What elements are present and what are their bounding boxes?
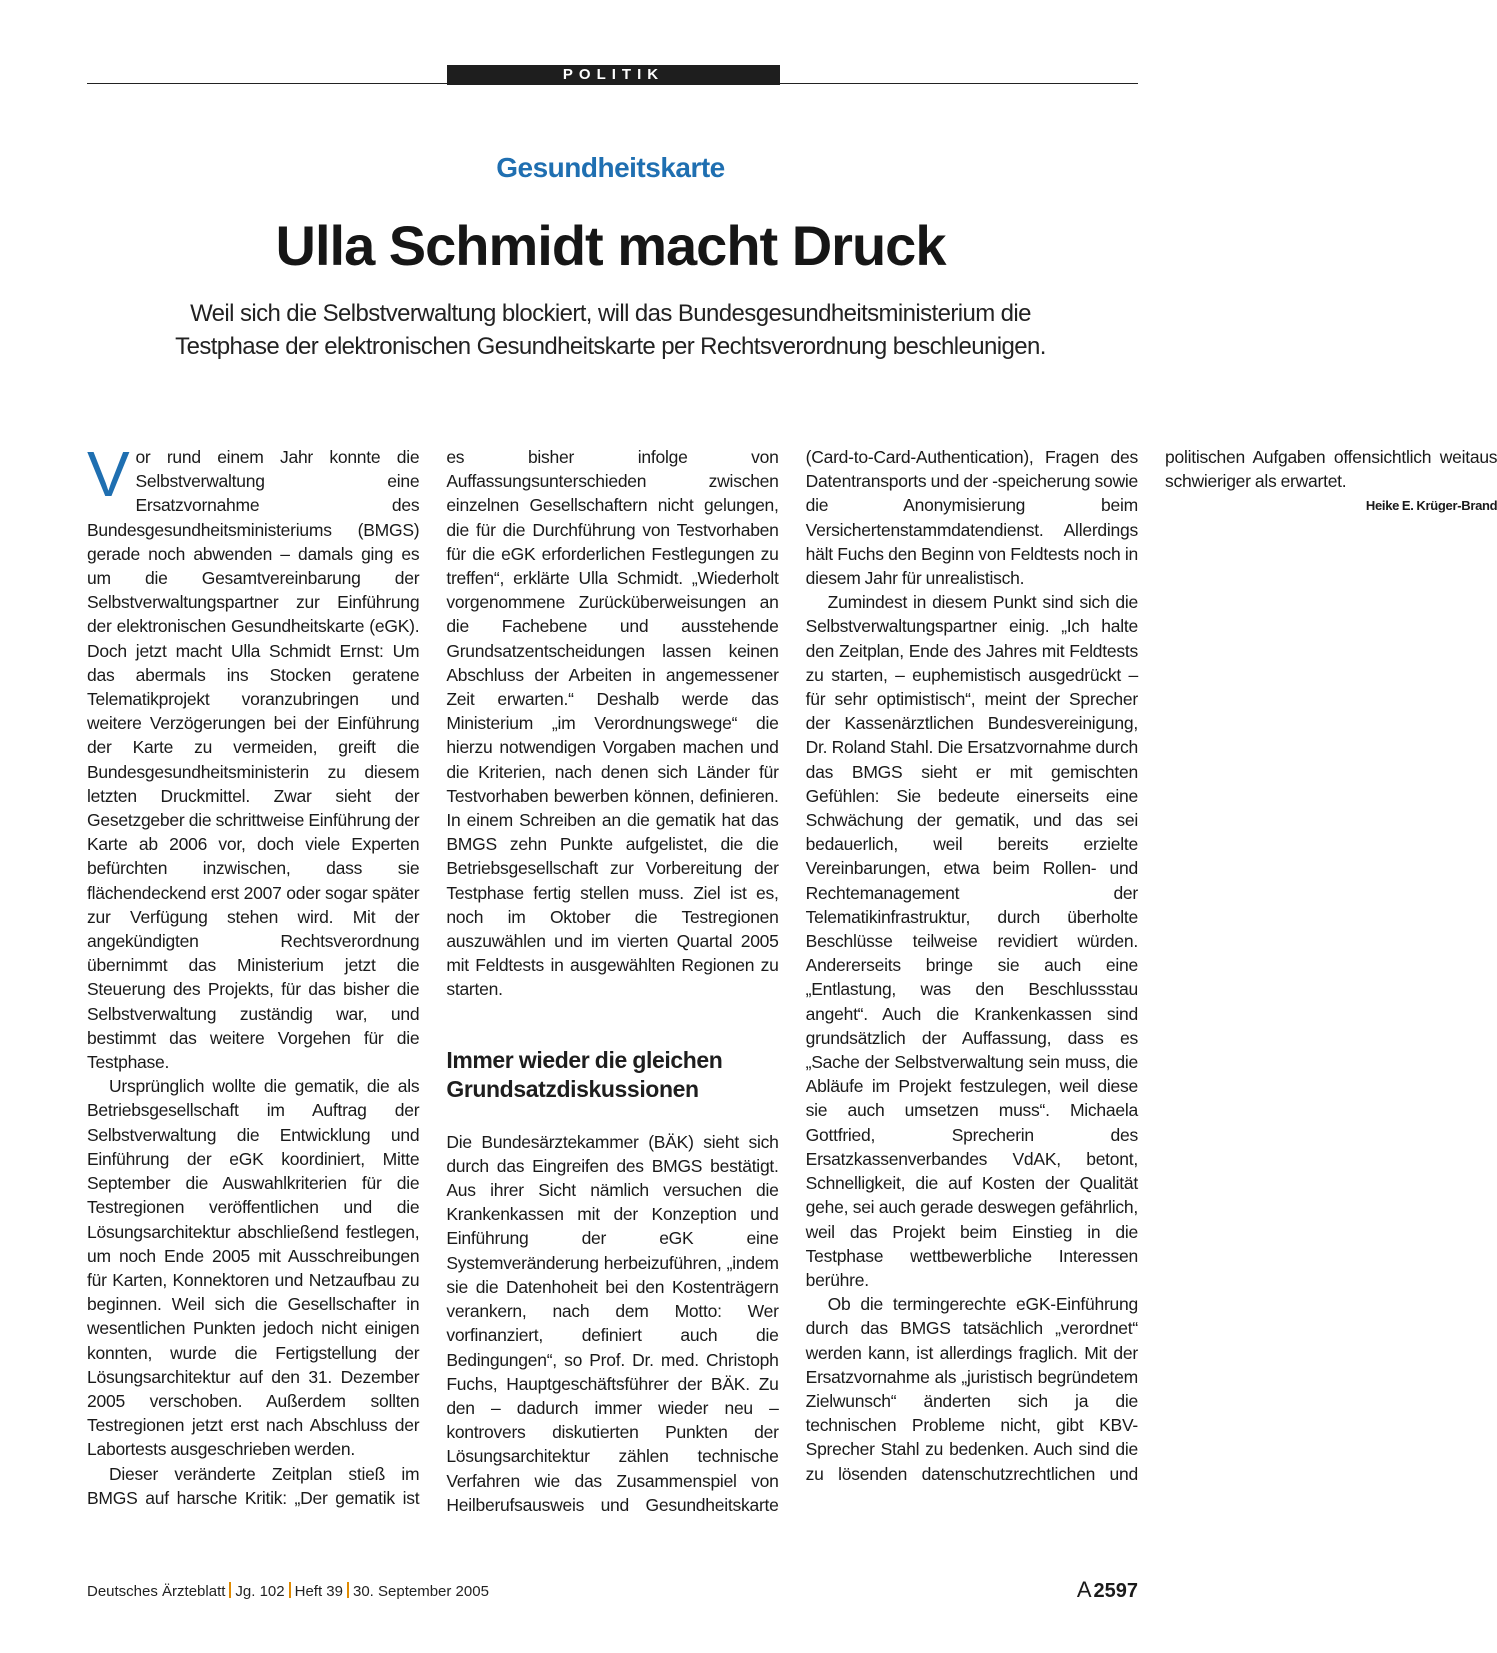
author-byline: Heike E. Krüger-Brand — [1365, 498, 1497, 514]
paragraph-3: Dieser veränderte Zeitplan stieß im BMGS auf harsche Kritik: „Der gematik ist es bisher infolge von Auffassungsunterschieden zwischen einzelnen Gesellschaftern nicht gelungen, die für die Durchführung von Testvorhaben für die eGK erforderlichen Festlegungen zu treffen“, erklärte Ulla Schmidt. „Wiederholt vorgenommene Zurücküberweisungen an die Fachebene und ausstehende Grundsatzentscheidungen lassen keinen Abschluss der Arbeiten in angemessener Zeit erwarten.“ Deshalb werde das Ministerium „im Verordnungswege“ die hierzu notwendigen Vorgaben machen und die Kriterien, nach denen sich Länder für Testvorhaben bewerben können, definieren. In einem Schreiben an die gematik hat das BMGS zehn Punkte aufgelistet, die die Betriebsgesellschaft zur Vorbereitung der Testphase fertig stellen muss. Ziel ist es, noch im Oktober die Testregionen auszuwählen und im vierten Quartal 2005 mit Feldtests in ausgewählten Regionen zu starten. — [87, 447, 779, 1508]
page-footer — [87, 1582, 489, 1602]
page-number-value: 2597 — [1093, 1580, 1138, 1602]
article-subheading: Immer wieder die gleichen Grundsatzdiskussionen — [446, 1046, 723, 1102]
section-label: POLITIK — [447, 65, 780, 85]
paragraph-1-text: or rund einem Jahr konnte die Selbstverwaltung eine Ersatzvornahme des Bundesgesundheitsministeriums (BMGS) gerade noch abwenden – damals ging es um die Gesamtvereinbarung der Selbstverwaltungspartner zur Einführung der elektronischen Gesundheitskarte (eGK). Doch jetzt macht Ulla Schmidt Ernst: Um das abermals ins Stocken geratene Telematikprojekt voranzubringen und weitere Verzögerungen bei der Einführung der Karte zu vermeiden, greift die Bundesgesundheitsministerin zu diesem letzten Druckmittel. Zwar sieht der Gesetzgeber die schrittweise Einführung der Karte ab 2006 vor, doch viele Experten befürchten inzwischen, dass sie flächendeckend erst 2007 oder sogar später zur Verfügung stehen wird. Mit der angekündigten Rechtsverordnung übernimmt das Ministerium jetzt die Steuerung des Projekts, für das bisher die Selbstverwaltung zuständig war, und bestimmt das weitere Vorgehen für die Testphase. — [87, 447, 420, 1073]
page-prefix: A — [1076, 1577, 1092, 1602]
article-body — [87, 438, 1497, 1525]
page-number — [1077, 1578, 1138, 1603]
journal-issue: Heft 39 — [294, 1583, 343, 1600]
drop-cap: V — [87, 438, 130, 510]
footer-separator — [289, 1582, 291, 1598]
article-kicker: Gesundheitskarte — [496, 152, 725, 183]
paragraph-4: Die Bundesärztekammer (BÄK) sieht sich durch das Eingreifen des BMGS bestätigt. Aus ihrer Sicht nämlich versuchen die Krankenkassen mit der Konzeption und Einführung der eGK eine Systemveränderung herbeizuführen, „indem sie die Datenhoheit bei den Kostenträgern verankern, nach dem Motto: Wer vorfinanziert, definiert auch die Bedingungen“, so Prof. Dr. med. Christoph Fuchs, Hauptgeschäftsführer der BÄK. Zu den – dadurch immer wieder neu – kontrovers diskutierten Punkten der Lösungsarchitektur zählen technische Verfahren wie das Zusammenspiel von Heilberufsausweis und Gesundheitskarte (Card-to-Card-Authentication), Fragen des Datentransports und der -speicherung sowie die Anonymisierung beim Versichertenstammdatendienst. Allerdings hält Fuchs den Beginn von Feldtests noch in diesem Jahr für unrealistisch. — [446, 447, 1138, 1515]
journal-name: Deutsches Ärzteblatt — [87, 1583, 226, 1600]
paragraph-5: Zumindest in diesem Punkt sind sich die Selbstverwaltungspartner einig. „Ich halte den Zeitplan, Ende des Jahres mit Feldtests zu starten, – euphemistisch ausgedrückt – für sehr optimistisch“, meint der Sprecher der Kassenärztlichen Bundesvereinigung, Dr. Roland Stahl. Die Ersatzvornahme durch das BMGS sieht er mit gemischten Gefühlen: Sie bedeute einerseits eine Schwächung der gematik, und das sei bedauerlich, weil bereits erzielte Vereinbarungen, etwa beim Rollen- und Rechtemanagement der Telematikinfrastruktur, durch überholte Beschlüsse teilweise revidiert würden. Andererseits bringe sie auch eine „Entlastung, was den Beschlussstau angeht“. Auch die Krankenkassen sind grundsätzlich der Auffassung, dass es „Sache der Selbstverwaltung sein muss, die Abläufe im Projekt festzulegen, weil diese sie auch umsetzen muss“. Michaela Gottfried, Sprecherin des Ersatzkassenverbandes VdAK, betont, Schnelligkeit, die auf Kosten der Qualität gehe, sei auch gerade deswegen gefährlich, weil das Projekt beim Einstieg in die Testphase wettbewerbliche Interessen berühre. — [805, 592, 1138, 1290]
article-deck: Weil sich die Selbstverwaltung blockiert, will das Bundesgesundheitsministerium die Testphase der elektronischen Gesundheitskarte per Rechtsverordnung beschleunigen. — [175, 300, 1046, 360]
journal-volume: Jg. 102 — [235, 1583, 285, 1600]
article-title: Ulla Schmidt macht Druck — [275, 214, 946, 277]
footer-separator — [347, 1582, 349, 1598]
paragraph-1 — [87, 438, 420, 1074]
paragraph-2: Ursprünglich wollte die gematik, die als Betriebsgesellschaft im Auftrag der Selbstverwaltung die Entwicklung und Einführung der eGK koordiniert, Mitte September die Auswahlkriterien für die Testregionen veröffentlichen und die Lösungsarchitektur abschließend festlegen, um noch Ende 2005 mit Ausschreibungen für Karten, Konnektoren und Netzaufbau zu beginnen. Weil sich die Gesellschafter in wesentlichen Punkten jedoch nicht einigen konnten, wurde die Fertigstellung der Lösungsarchitektur auf den 31. Dezember 2005 verschoben. Außerdem sollten Testregionen jetzt erst nach Abschluss der Labortests ausgeschrieben werden. — [87, 1076, 420, 1460]
journal-date: 30. September 2005 — [353, 1583, 489, 1600]
paragraph-6-text: Ob die termingerechte eGK-Einführung durch das BMGS tatsächlich „verordnet“ werden kann, ist allerdings fraglich. Mit der Ersatzvornahme als „juristisch begründetem Zielwunsch“ änderten sich ja die technischen Probleme nicht, gibt KBV-Sprecher Stahl zu bedenken. Auch sind die zu lösenden datenschutzrechtlichen und politischen Aufgaben offensichtlich weitaus schwieriger als erwartet. — [805, 447, 1497, 1484]
footer-separator — [229, 1582, 231, 1598]
